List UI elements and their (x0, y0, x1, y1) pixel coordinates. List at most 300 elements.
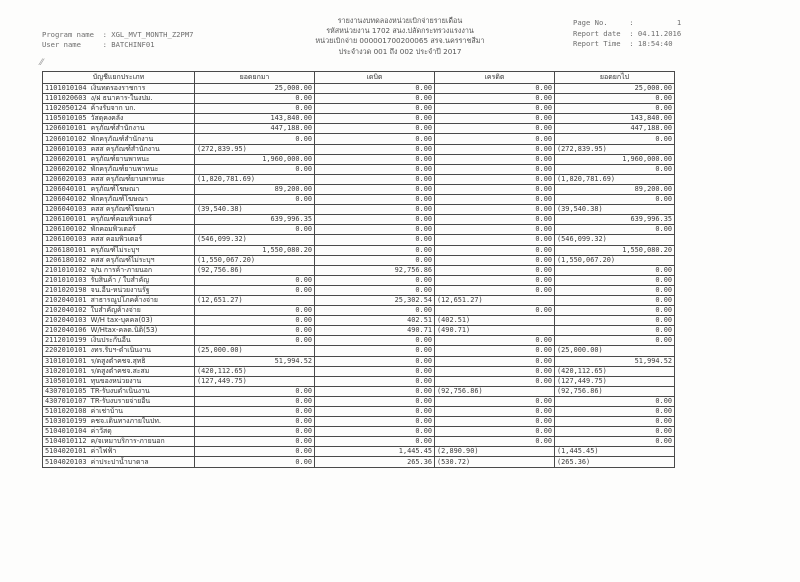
credit-amount: 0.00 (435, 184, 555, 194)
close-amount: 143,840.00 (555, 114, 675, 124)
account-name: พักครุภัณฑ์สำนักงาน (90, 134, 154, 143)
open-amount: 639,996.35 (195, 215, 315, 225)
close-amount: (420,112.65) (555, 366, 675, 376)
debit-amount: 0.00 (315, 124, 435, 134)
period-line: ประจำงวด 001 ถึง 002 ประจำปี 2017 (338, 46, 462, 56)
debit-amount: 0.00 (315, 215, 435, 225)
table-body (43, 84, 675, 468)
account-cell (43, 366, 195, 376)
table-row (43, 114, 675, 124)
table-row (43, 154, 675, 164)
credit-amount: (12,651.27) (435, 295, 555, 305)
credit-amount: 0.00 (435, 437, 555, 447)
close-amount: 0.00 (555, 417, 675, 427)
credit-amount: 0.00 (435, 366, 555, 376)
program-name-value: XGL_MVT_MONTH_Z2PM7 (111, 30, 194, 39)
open-amount: 1,960,000.00 (195, 154, 315, 164)
account-cell (43, 407, 195, 417)
account-code: 1206100102 (45, 225, 87, 234)
account-cell (43, 144, 195, 154)
account-code: 2101010102 (45, 265, 87, 274)
table-row (43, 84, 675, 94)
account-code: 1102050124 (45, 104, 87, 113)
debit-amount: 25,302.54 (315, 295, 435, 305)
credit-amount: 0.00 (435, 346, 555, 356)
debit-amount: 0.00 (315, 134, 435, 144)
open-amount: 89,200.00 (195, 184, 315, 194)
account-name: รับสินค้า / ใบสำคัญ (90, 275, 150, 284)
debit-amount: 0.00 (315, 376, 435, 386)
account-code: 2202010101 (45, 346, 87, 355)
close-amount: 0.00 (555, 396, 675, 406)
account-name: ค/จเหมาบริการ-ภายนอก (90, 437, 165, 446)
account-code: 3102010101 (45, 366, 87, 375)
close-amount: 0.00 (555, 164, 675, 174)
account-name: ค้างรับจาก บก. (90, 104, 136, 113)
close-amount: 0.00 (555, 427, 675, 437)
account-name: ง/ฝ ธนาคาร-ในงปม. (90, 94, 153, 103)
credit-amount: 0.00 (435, 417, 555, 427)
open-amount: (272,839.95) (195, 144, 315, 154)
open-amount: (1,820,781.69) (195, 174, 315, 184)
account-name: คชจ.เดินทางภายในปท. (90, 417, 162, 426)
account-code: 2101020198 (45, 285, 87, 294)
account-cell (43, 437, 195, 447)
account-name: สาธารณูปโภคค้างจ่าย (90, 296, 158, 305)
account-cell (43, 447, 195, 457)
program-info: Program name : XGL_MVT_MONTH_Z2PM7 User name : BATCHINF01 (42, 30, 194, 49)
debit-amount: 0.00 (315, 396, 435, 406)
table-row (43, 306, 675, 316)
program-name-label: Program name (42, 30, 94, 39)
debit-amount: 490.71 (315, 326, 435, 336)
account-name: TR-รับงบรายจ่ายอื่น (90, 396, 151, 405)
open-amount: 0.00 (195, 447, 315, 457)
account-code: 2102040103 (45, 316, 87, 325)
table-row (43, 225, 675, 235)
pen-mark: ⁄⁄ (40, 58, 44, 68)
debit-amount: 0.00 (315, 195, 435, 205)
table-row (43, 124, 675, 134)
close-amount: 0.00 (555, 437, 675, 447)
account-cell (43, 417, 195, 427)
debit-amount: 0.00 (315, 225, 435, 235)
debit-amount: 1,445.45 (315, 447, 435, 457)
credit-amount: 0.00 (435, 285, 555, 295)
account-name: TR-รับงบดำเนินงาน (90, 386, 150, 395)
close-amount: 1,960,000.00 (555, 154, 675, 164)
table-row (43, 326, 675, 336)
account-name: ครุภัณฑ์สำนักงาน (90, 124, 145, 133)
close-amount: 51,994.52 (555, 356, 675, 366)
table-row (43, 366, 675, 376)
open-amount: 0.00 (195, 417, 315, 427)
disbursement-unit: หน่วยเบิกจ่าย 000001700200065 สรจ.นครราชสีมา (315, 36, 485, 46)
account-cell (43, 457, 195, 467)
account-name: พักครุภัณฑ์ยานพาหนะ (90, 164, 159, 173)
credit-amount: (2,890.90) (435, 447, 555, 457)
close-amount: (92,756.86) (555, 386, 675, 396)
open-amount: 0.00 (195, 134, 315, 144)
debit-amount: 0.00 (315, 346, 435, 356)
report-date-value: 04.11.2016 (637, 28, 682, 38)
credit-amount: 0.00 (435, 376, 555, 386)
account-cell (43, 255, 195, 265)
table-row (43, 407, 675, 417)
account-name: คสส ครุภัณฑ์โฆษณา (90, 205, 155, 214)
account-code: 1206040102 (45, 195, 87, 204)
credit-amount: 0.00 (435, 104, 555, 114)
table-row (43, 184, 675, 194)
open-amount: (25,000.00) (195, 346, 315, 356)
open-amount: (127,449.75) (195, 376, 315, 386)
account-cell (43, 306, 195, 316)
table-row (43, 174, 675, 184)
account-code: 1101010104 (45, 84, 87, 93)
table-row (43, 245, 675, 255)
report-title: รายงานงบทดลองหน่วยเบิกจ่ายรายเดือน (337, 16, 463, 25)
table-row (43, 457, 675, 467)
table-row (43, 215, 675, 225)
debit-amount: 92,756.86 (315, 265, 435, 275)
open-amount: 0.00 (195, 94, 315, 104)
account-cell (43, 386, 195, 396)
account-cell (43, 154, 195, 164)
account-name: พักครุภัณฑ์โฆษณา (90, 195, 148, 204)
open-amount: (39,540.38) (195, 205, 315, 215)
table-row (43, 336, 675, 346)
close-amount: (39,540.38) (555, 205, 675, 215)
credit-amount: 0.00 (435, 407, 555, 417)
page-no-label: Page No. (573, 18, 608, 27)
credit-amount: 0.00 (435, 245, 555, 255)
account-cell (43, 336, 195, 346)
table-row (43, 376, 675, 386)
account-code: 5104020101 (45, 447, 87, 456)
credit-amount: 0.00 (435, 154, 555, 164)
account-cell (43, 124, 195, 134)
close-amount: 1,550,080.20 (555, 245, 675, 255)
credit-amount: (402.51) (435, 316, 555, 326)
table-row (43, 447, 675, 457)
table-row (43, 235, 675, 245)
header-credit: เครดิต (435, 72, 555, 84)
credit-amount: 0.00 (435, 275, 555, 285)
account-cell (43, 275, 195, 285)
account-cell (43, 184, 195, 194)
table-row (43, 164, 675, 174)
account-code: 1206020102 (45, 164, 87, 173)
credit-amount: 0.00 (435, 124, 555, 134)
account-code: 2102040101 (45, 296, 87, 305)
user-name-label: User name (42, 40, 81, 49)
table-row (43, 195, 675, 205)
open-amount: 0.00 (195, 386, 315, 396)
close-amount: (25,000.00) (555, 346, 675, 356)
account-cell (43, 104, 195, 114)
open-amount: (546,099.32) (195, 235, 315, 245)
account-cell (43, 316, 195, 326)
trial-balance-table (42, 71, 675, 468)
account-cell (43, 94, 195, 104)
credit-amount: 0.00 (435, 205, 555, 215)
account-name: ครุภัณฑ์คอมพิวเตอร์ (90, 215, 152, 224)
close-amount: 0.00 (555, 104, 675, 114)
debit-amount: 0.00 (315, 84, 435, 94)
close-amount: (1,550,067.20) (555, 255, 675, 265)
account-code: 3105010101 (45, 376, 87, 385)
account-name: ร/ดสูงต่ำคชจ.สะสม (90, 366, 150, 375)
account-name: วัสดุคงคลัง (90, 114, 124, 123)
debit-amount: 0.00 (315, 164, 435, 174)
table-row (43, 255, 675, 265)
table-row (43, 396, 675, 406)
table-row (43, 104, 675, 114)
table-row (43, 316, 675, 326)
report-time-value: 18:54:40 (637, 39, 673, 48)
debit-amount: 0.00 (315, 437, 435, 447)
account-name: งทร.รับฯ-ดำเนินงาน (90, 346, 151, 355)
table-row (43, 265, 675, 275)
account-name: คสส ครุภัณฑ์ยานพาหนะ (90, 174, 165, 183)
account-code: 1206020103 (45, 174, 87, 183)
account-name: ค่าไฟฟ้า (90, 447, 117, 456)
table-row (43, 346, 675, 356)
account-cell (43, 265, 195, 275)
account-name: ทุนของหน่วยงาน (90, 376, 142, 385)
account-code: 1206100103 (45, 235, 87, 244)
debit-amount: 0.00 (315, 184, 435, 194)
table-row (43, 94, 675, 104)
close-amount: 0.00 (555, 336, 675, 346)
debit-amount: 265.36 (315, 457, 435, 467)
table-row (43, 417, 675, 427)
close-amount: (1,820,781.69) (555, 174, 675, 184)
credit-amount: 0.00 (435, 195, 555, 205)
header-account: บัญชีแยกประเภท (43, 72, 195, 84)
account-code: 2112010199 (45, 336, 87, 345)
credit-amount: 0.00 (435, 84, 555, 94)
account-code: 1206010103 (45, 144, 87, 153)
open-amount: 0.00 (195, 195, 315, 205)
open-amount: 1,550,080.20 (195, 245, 315, 255)
debit-amount: 0.00 (315, 366, 435, 376)
close-amount: 0.00 (555, 195, 675, 205)
account-code: 4307010107 (45, 396, 87, 405)
report-time-label: Report Time (573, 39, 621, 48)
account-cell (43, 346, 195, 356)
close-amount: 0.00 (555, 295, 675, 305)
close-amount: 0.00 (555, 285, 675, 295)
header-debit: เดบิต (315, 72, 435, 84)
close-amount: 0.00 (555, 225, 675, 235)
header-opening: ยอดยกมา (195, 72, 315, 84)
table-row (43, 285, 675, 295)
account-cell (43, 164, 195, 174)
open-amount: 143,840.00 (195, 114, 315, 124)
debit-amount: 0.00 (315, 255, 435, 265)
close-amount: 25,000.00 (555, 84, 675, 94)
open-amount: (92,756.86) (195, 265, 315, 275)
close-amount: (127,449.75) (555, 376, 675, 386)
table-header-row (43, 72, 675, 84)
close-amount: 639,996.35 (555, 215, 675, 225)
open-amount: (12,651.27) (195, 295, 315, 305)
account-code: 2102040106 (45, 326, 87, 335)
account-code: 1206180101 (45, 245, 87, 254)
table-row (43, 437, 675, 447)
page-no-value: 1 (676, 18, 682, 27)
credit-amount: 0.00 (435, 306, 555, 316)
account-name: ใบสำคัญค้างจ่าย (90, 306, 141, 315)
account-code: 1206020101 (45, 154, 87, 163)
account-name: เงินทดรองราชการ (90, 84, 146, 93)
account-code: 5103010199 (45, 417, 87, 426)
open-amount: 0.00 (195, 427, 315, 437)
debit-amount: 0.00 (315, 285, 435, 295)
debit-amount: 0.00 (315, 205, 435, 215)
credit-amount: 0.00 (435, 215, 555, 225)
close-amount: (546,099.32) (555, 235, 675, 245)
account-name: ร/ดสูงต่ำคชจ.สุทธิ (90, 356, 146, 365)
debit-amount: 0.00 (315, 356, 435, 366)
account-name: เงินประกันอื่น (90, 336, 131, 345)
open-amount: 0.00 (195, 285, 315, 295)
user-name-value: BATCHINF01 (111, 40, 155, 49)
account-cell (43, 356, 195, 366)
account-cell (43, 245, 195, 255)
debit-amount: 0.00 (315, 386, 435, 396)
header-closing: ยอดยกไป (555, 72, 675, 84)
debit-amount: 0.00 (315, 427, 435, 437)
account-cell (43, 396, 195, 406)
open-amount: (1,550,067.20) (195, 255, 315, 265)
table-row (43, 144, 675, 154)
account-code: 1101020603 (45, 94, 87, 103)
account-name: ค่าวัสดุ (90, 427, 112, 436)
open-amount: 0.00 (195, 437, 315, 447)
credit-amount: 0.00 (435, 134, 555, 144)
account-cell (43, 326, 195, 336)
credit-amount: 0.00 (435, 265, 555, 275)
account-cell (43, 84, 195, 94)
account-name: จน.อื่น-หน่วยงานรัฐ (90, 285, 150, 294)
account-code: 1105010105 (45, 114, 87, 123)
account-code: 1206010101 (45, 124, 87, 133)
open-amount: 0.00 (195, 457, 315, 467)
account-cell (43, 215, 195, 225)
account-code: 2101010103 (45, 275, 87, 284)
account-cell (43, 205, 195, 215)
debit-amount: 402.51 (315, 316, 435, 326)
account-cell (43, 174, 195, 184)
credit-amount: 0.00 (435, 144, 555, 154)
credit-amount: (530.72) (435, 457, 555, 467)
open-amount: 0.00 (195, 326, 315, 336)
credit-amount: 0.00 (435, 164, 555, 174)
account-code: 1206040101 (45, 184, 87, 193)
account-code: 1206040103 (45, 205, 87, 214)
open-amount: 0.00 (195, 336, 315, 346)
account-cell (43, 295, 195, 305)
credit-amount: (490.71) (435, 326, 555, 336)
table-row (43, 205, 675, 215)
table-row (43, 386, 675, 396)
account-code: 5104010112 (45, 437, 87, 446)
credit-amount: 0.00 (435, 336, 555, 346)
credit-amount: 0.00 (435, 174, 555, 184)
account-cell (43, 225, 195, 235)
credit-amount: 0.00 (435, 235, 555, 245)
close-amount: 447,188.00 (555, 124, 675, 134)
account-name: W/Htax-คลต.นิติ(53) (90, 326, 158, 335)
open-amount: 0.00 (195, 275, 315, 285)
credit-amount: 0.00 (435, 114, 555, 124)
open-amount: 0.00 (195, 306, 315, 316)
credit-amount: 0.00 (435, 94, 555, 104)
account-code: 2102040102 (45, 306, 87, 315)
credit-amount: 0.00 (435, 396, 555, 406)
close-amount: 0.00 (555, 326, 675, 336)
open-amount: (420,112.65) (195, 366, 315, 376)
debit-amount: 0.00 (315, 154, 435, 164)
account-name: ครุภัณฑ์ไม่ระบุฯ (90, 245, 140, 254)
account-name: ครุภัณฑ์โฆษณา (90, 184, 140, 193)
table-row (43, 427, 675, 437)
account-name: ครุภัณฑ์ยานพาหนะ (90, 154, 150, 163)
report-meta: Page No. : 1 Report date : 04.11.2016 Report Time : 18:54:40 (573, 18, 682, 48)
close-amount: 0.00 (555, 94, 675, 104)
table-row (43, 295, 675, 305)
debit-amount: 0.00 (315, 114, 435, 124)
debit-amount: 0.00 (315, 275, 435, 285)
report-date-label: Report date (573, 28, 621, 38)
close-amount: 0.00 (555, 134, 675, 144)
open-amount: 0.00 (195, 396, 315, 406)
account-code: 5104010104 (45, 427, 87, 436)
debit-amount: 0.00 (315, 235, 435, 245)
open-amount: 0.00 (195, 225, 315, 235)
open-amount: 0.00 (195, 316, 315, 326)
debit-amount: 0.00 (315, 306, 435, 316)
credit-amount: 0.00 (435, 255, 555, 265)
debit-amount: 0.00 (315, 407, 435, 417)
open-amount: 447,188.00 (195, 124, 315, 134)
close-amount: 0.00 (555, 306, 675, 316)
account-name: W/H tax-บุคคล(03) (90, 316, 153, 325)
debit-amount: 0.00 (315, 417, 435, 427)
account-code: 1206180102 (45, 255, 87, 264)
open-amount: 51,994.52 (195, 356, 315, 366)
account-code: 5104020103 (45, 457, 87, 466)
account-code: 4307010105 (45, 386, 87, 395)
debit-amount: 0.00 (315, 104, 435, 114)
close-amount: 0.00 (555, 316, 675, 326)
account-cell (43, 427, 195, 437)
account-name: คสส ครุภัณฑ์ไม่ระบุฯ (90, 255, 155, 264)
account-cell (43, 376, 195, 386)
account-cell (43, 195, 195, 205)
close-amount: 89,200.00 (555, 184, 675, 194)
close-amount: (1,445.45) (555, 447, 675, 457)
agency-code: รหัสหน่วยงาน 1702 สนง.ปลัดกระทรวงแรงงาน (326, 26, 474, 36)
account-name: คสส ครุภัณฑ์สำนักงาน (90, 144, 160, 153)
account-name: คสส คอมพิวเตอร์ (90, 235, 143, 244)
table-row (43, 356, 675, 366)
debit-amount: 0.00 (315, 174, 435, 184)
close-amount: (265.36) (555, 457, 675, 467)
open-amount: 0.00 (195, 104, 315, 114)
